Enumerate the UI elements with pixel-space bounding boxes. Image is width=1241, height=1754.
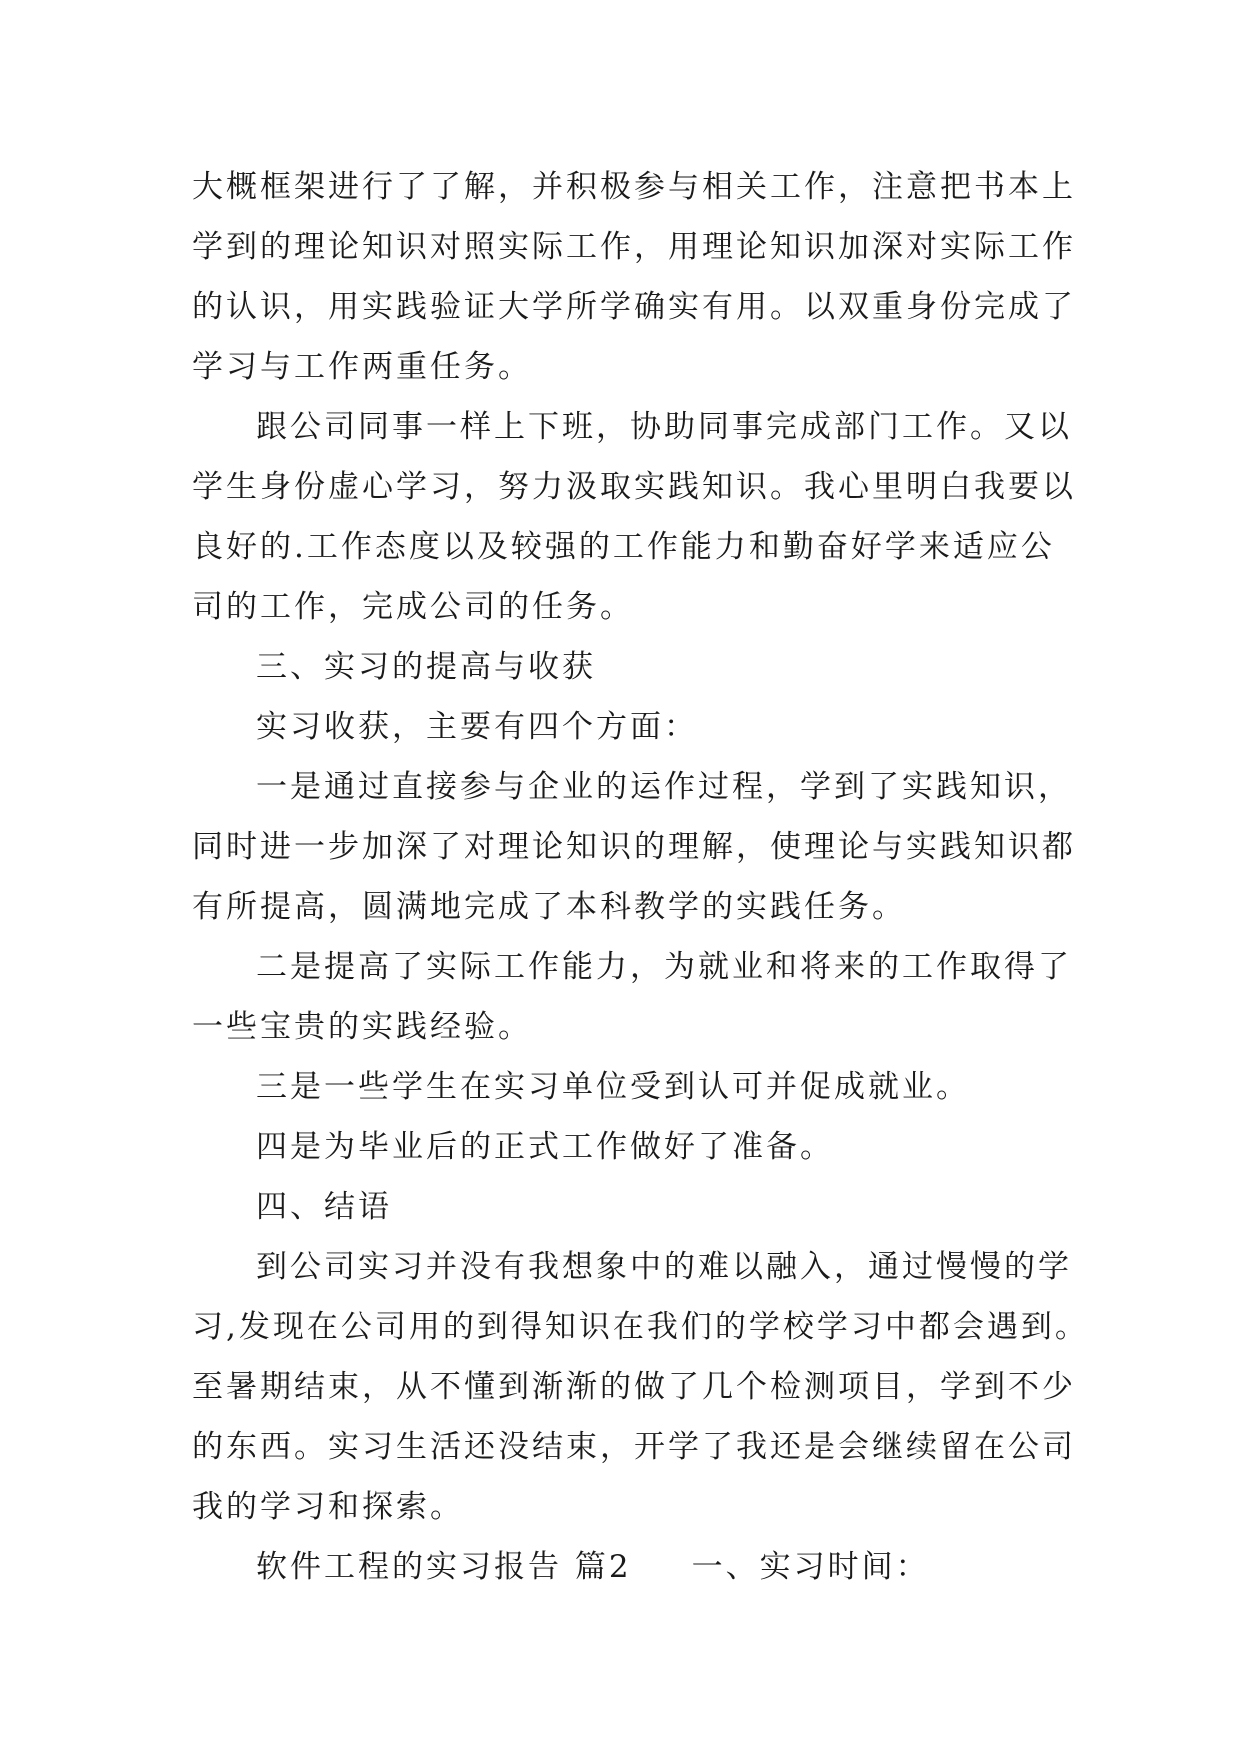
- text-line: 良好的.工作态度以及较强的工作能力和勤奋好学来适应公: [192, 529, 1055, 565]
- text-line: 有所提高，圆满地完成了本科教学的实践任务。: [192, 889, 906, 925]
- text-line: 学习与工作两重任务。: [192, 349, 532, 385]
- text-line: 一是通过直接参与企业的运作过程，学到了实践知识，: [256, 769, 1072, 805]
- section-heading: 三、实习的提高与收获: [256, 649, 596, 685]
- text-line: 三是一些学生在实习单位受到认可并促成就业。: [256, 1069, 970, 1105]
- document-body: [192, 157, 1089, 1597]
- text-line: 四是为毕业后的正式工作做好了准备。: [256, 1129, 834, 1165]
- report-title-line: [192, 1537, 1062, 1597]
- text-line: 实习收获，主要有四个方面：: [256, 709, 698, 745]
- text-line: 学到的理论知识对照实际工作，用理论知识加深对实际工作: [192, 229, 1076, 265]
- text-line: 大概框架进行了了解，并积极参与相关工作，注意把书本上: [192, 169, 1076, 205]
- text-line: 同时进一步加深了对理论知识的理解，使理论与实践知识都: [192, 829, 1076, 865]
- text-line: 的东西。实习生活还没结束，开学了我还是会继续留在公司: [192, 1429, 1076, 1465]
- text-line: 学生身份虚心学习，努力汲取实践知识。我心里明白我要以: [192, 469, 1076, 505]
- text-line: 的认识，用实践验证大学所学确实有用。以双重身份完成了: [192, 289, 1076, 325]
- text-line: 司的工作，完成公司的任务。: [192, 589, 634, 625]
- text-line: 到公司实习并没有我想象中的难以融入，通过慢慢的学: [256, 1249, 1072, 1285]
- text-line: 我的学习和探索。: [192, 1489, 464, 1525]
- text-line: 跟公司同事一样上下班，协助同事完成部门工作。又以: [256, 409, 1072, 445]
- text-line: 二是提高了实际工作能力，为就业和将来的工作取得了: [256, 949, 1072, 985]
- text-line: 一些宝贵的实践经验。: [192, 1009, 532, 1045]
- text-line: 至暑期结束，从不懂到渐渐的做了几个检测项目，学到不少: [192, 1369, 1076, 1405]
- section-heading: 四、结语: [256, 1189, 392, 1225]
- text-line: 习,发现在公司用的到得知识在我们的学校学习中都会遇到。: [192, 1309, 1089, 1345]
- report-title: 软件工程的实习报告 篇2: [256, 1549, 632, 1585]
- report-section-heading: 一、实习时间：: [691, 1549, 930, 1585]
